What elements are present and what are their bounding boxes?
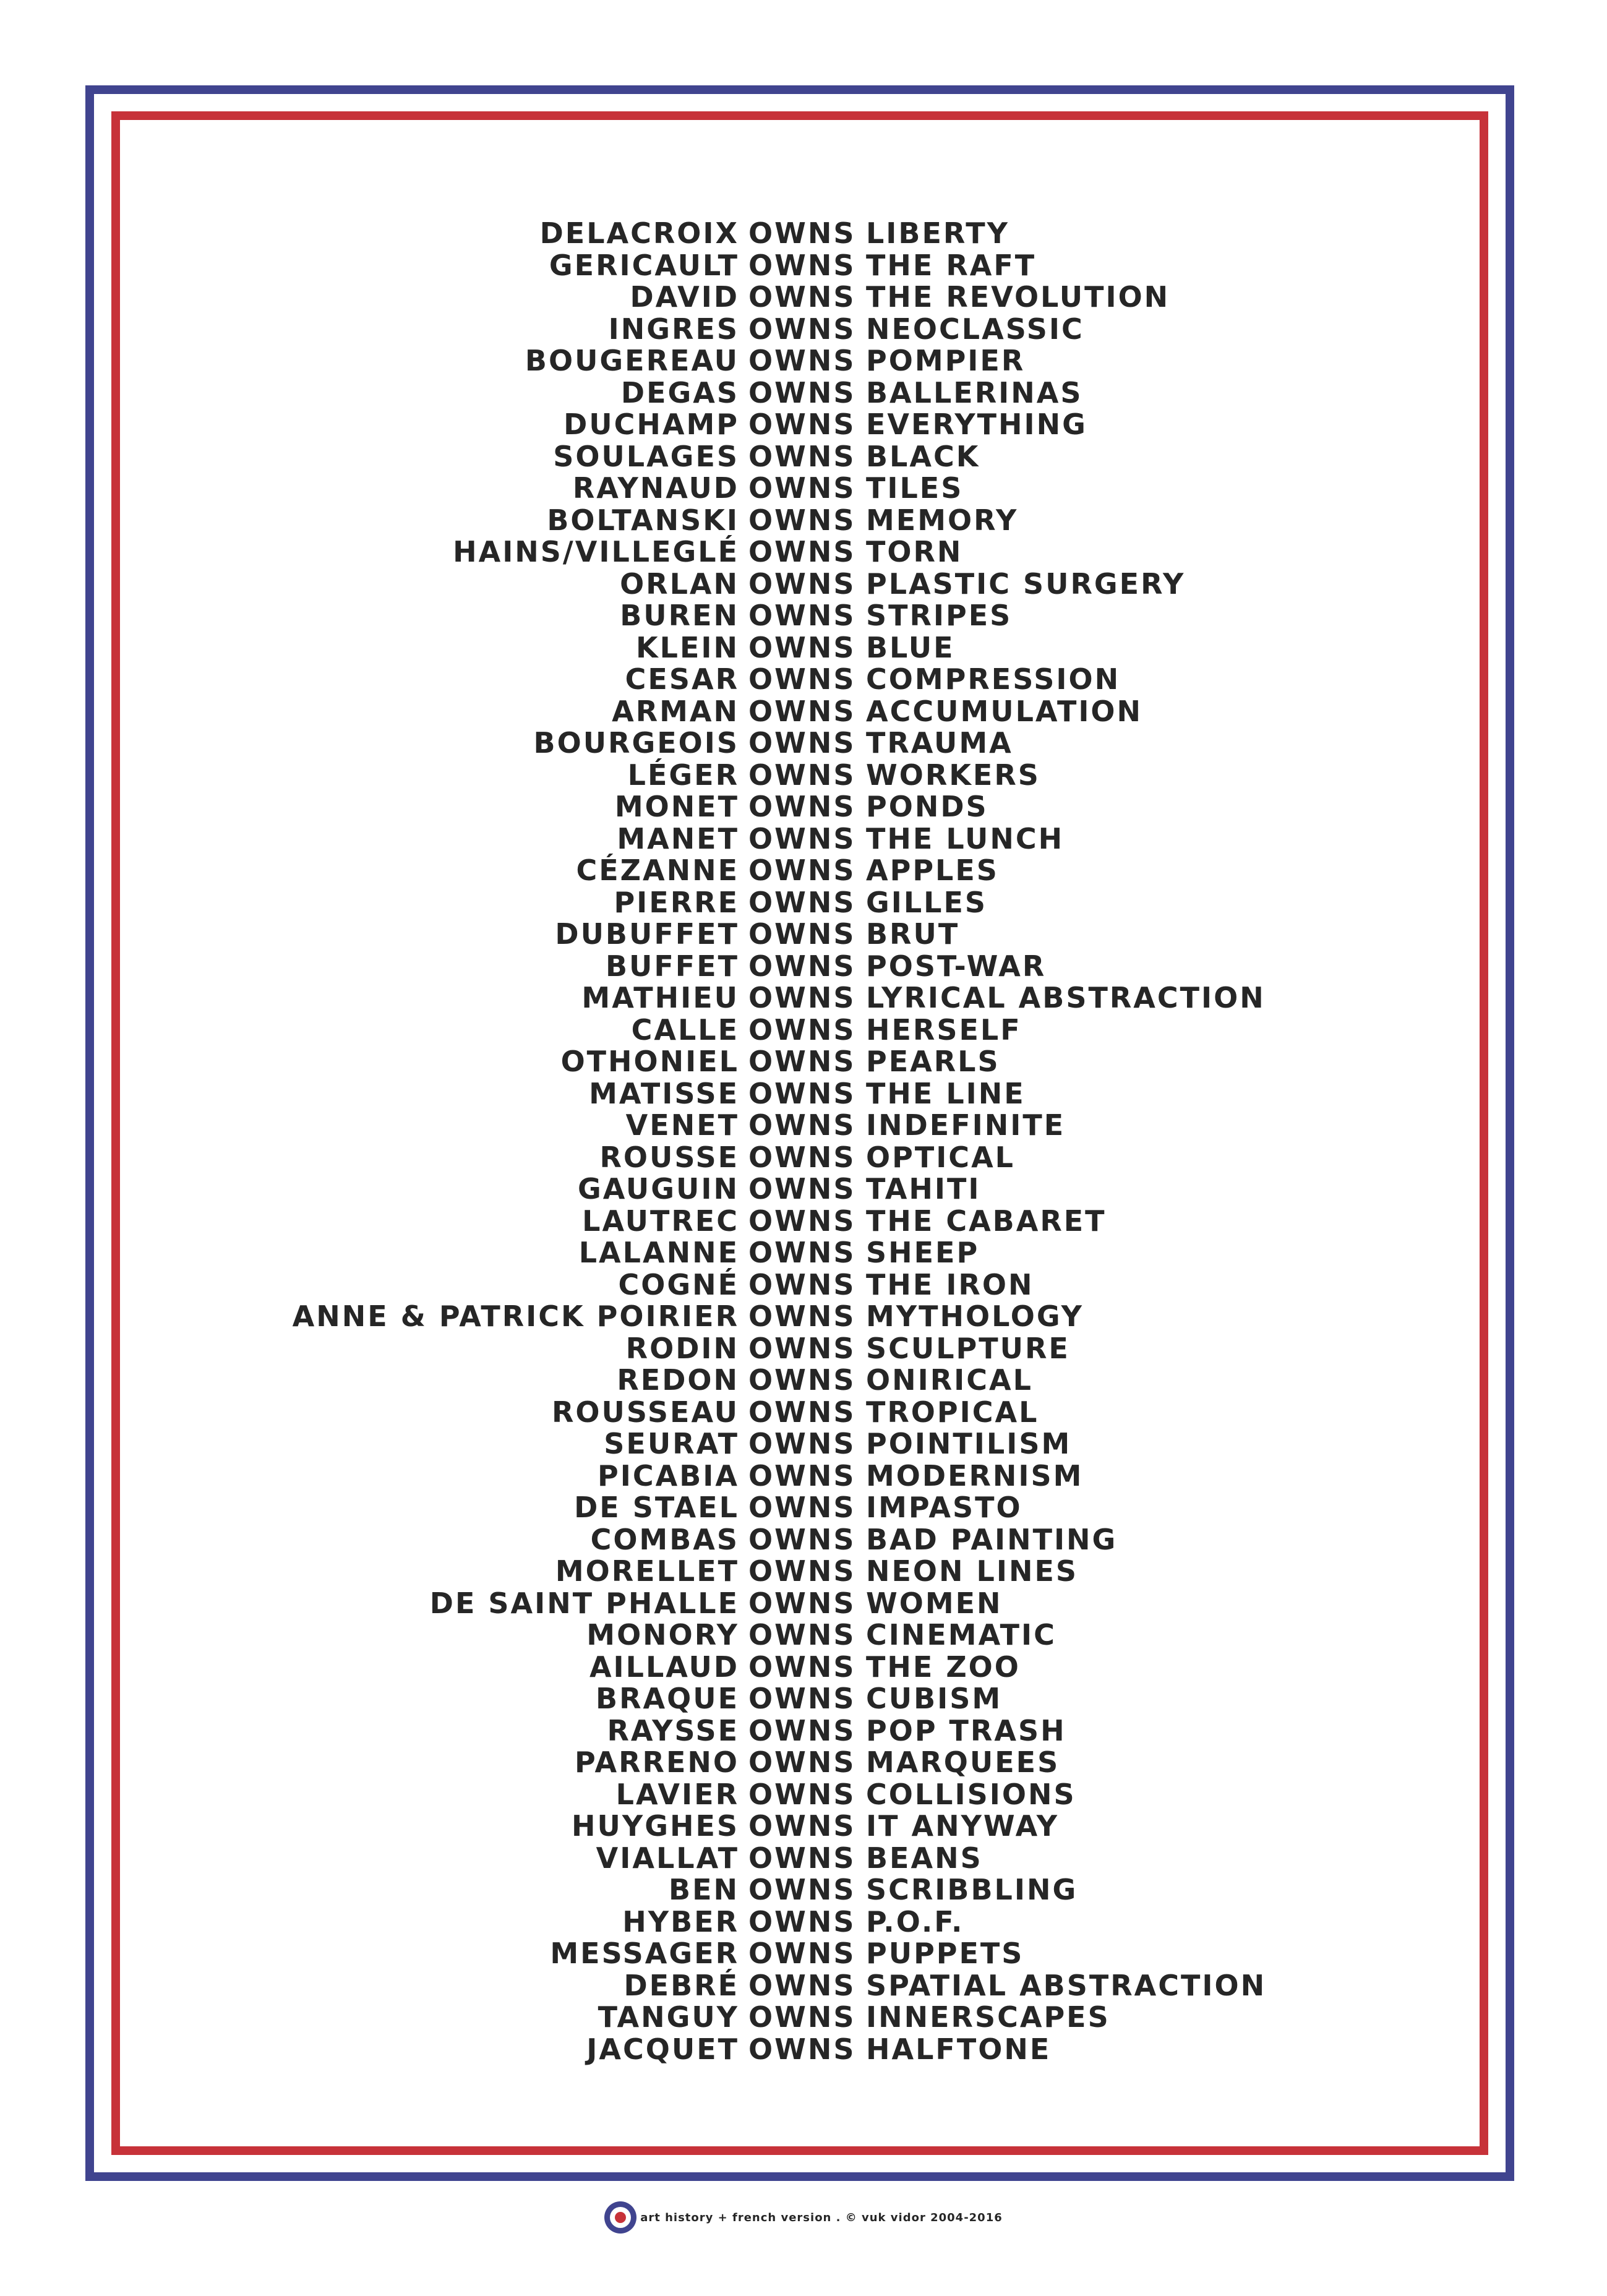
owned-subject: SCULPTURE [866, 1331, 1070, 1365]
owned-subject: POP TRASH [866, 1713, 1066, 1747]
list-item [0, 1938, 1607, 1970]
list-item [0, 791, 1607, 823]
list-item [0, 1206, 1607, 1238]
artist-name: ANNE & PATRICK POIRIER [292, 1300, 739, 1333]
owned-subject: PUPPETS [866, 1937, 1024, 1970]
artist-name: ARMAN [612, 694, 739, 728]
artist-name: AILLAUD [589, 1650, 739, 1684]
owned-subject: MEMORY [866, 503, 1019, 537]
owns-word: OWNS [748, 1267, 856, 1301]
list-item [0, 1492, 1607, 1524]
owned-subject: THE REVOLUTION [866, 280, 1170, 314]
artist-name: BRAQUE [596, 1682, 739, 1715]
list-item [0, 982, 1607, 1014]
list-item [0, 1078, 1607, 1110]
owns-word: OWNS [748, 854, 856, 887]
artist-name: COMBAS [590, 1522, 739, 1556]
list-item [0, 1460, 1607, 1493]
owned-subject: PLASTIC SURGERY [866, 567, 1186, 601]
list-item [0, 696, 1607, 728]
owns-word: OWNS [748, 1586, 856, 1620]
list-item [0, 823, 1607, 855]
owns-word: OWNS [748, 758, 856, 792]
artist-name: VENET [625, 1108, 739, 1142]
artist-name: RODIN [625, 1331, 739, 1365]
owns-word: OWNS [748, 439, 856, 473]
owns-word: OWNS [748, 662, 856, 696]
owns-word: OWNS [748, 790, 856, 823]
owned-subject: THE ZOO [866, 1650, 1021, 1684]
owns-word: OWNS [748, 1841, 856, 1875]
owned-subject: P.O.F. [866, 1904, 964, 1938]
roundel-icon [604, 2201, 636, 2234]
artist-name: SEURAT [604, 1427, 739, 1460]
list-item [0, 1810, 1607, 1843]
owned-subject: TROPICAL [866, 1395, 1039, 1429]
owned-subject: THE LINE [866, 1076, 1026, 1110]
artist-name: DE STAEL [574, 1491, 739, 1524]
owned-subject: COLLISIONS [866, 1777, 1076, 1811]
list-item [0, 1715, 1607, 1747]
artist-name: BEN [669, 1873, 739, 1906]
owned-subject: ONIRICAL [866, 1363, 1033, 1397]
list-item [0, 1556, 1607, 1588]
artist-name: COGNÉ [618, 1267, 739, 1301]
owns-word: OWNS [748, 1968, 856, 2002]
list-item [0, 664, 1607, 696]
owned-subject: GILLES [866, 885, 988, 919]
list-item [0, 600, 1607, 632]
owns-word: OWNS [748, 1459, 856, 1493]
artist-name: LALANNE [578, 1236, 739, 1269]
owns-word: OWNS [748, 1554, 856, 1588]
owns-word: OWNS [748, 2000, 856, 2034]
owned-subject: POST-WAR [866, 949, 1047, 983]
artist-name: BUFFET [605, 949, 739, 983]
owns-word: OWNS [748, 821, 856, 855]
artist-name: REDON [617, 1363, 739, 1397]
owned-subject: INDEFINITE [866, 1108, 1066, 1142]
list-item [0, 1874, 1607, 1906]
artist-name: INGRES [608, 312, 739, 346]
owned-subject: TILES [866, 471, 964, 505]
list-item [0, 1588, 1607, 1620]
artist-name: PIERRE [614, 885, 739, 919]
owns-word: OWNS [748, 630, 856, 664]
list-item [0, 919, 1607, 951]
owns-word: OWNS [748, 885, 856, 919]
artist-name: DE SAINT PHALLE [429, 1586, 739, 1620]
owns-word: OWNS [748, 1108, 856, 1142]
list-item [0, 760, 1607, 792]
artist-name: BOURGEOIS [533, 726, 739, 760]
artist-name: TANGUY [598, 2000, 739, 2034]
owns-word: OWNS [748, 248, 856, 282]
list-item [0, 1747, 1607, 1779]
artist-name: GAUGUIN [577, 1172, 739, 1206]
owned-subject: THE IRON [866, 1267, 1034, 1301]
owns-word: OWNS [748, 726, 856, 760]
owned-subject: TRAUMA [866, 726, 1013, 760]
owns-word: OWNS [748, 408, 856, 441]
artist-name: DELACROIX [539, 216, 739, 250]
owned-subject: MODERNISM [866, 1459, 1084, 1493]
owned-subject: LIBERTY [866, 216, 1009, 250]
artist-name: CESAR [625, 662, 739, 696]
list-item [0, 1651, 1607, 1684]
list-item [0, 1046, 1607, 1078]
owns-word: OWNS [748, 1618, 856, 1651]
artist-name: HAINS/VILLEGLÉ [453, 535, 739, 568]
owns-word: OWNS [748, 1522, 856, 1556]
owned-subject: THE RAFT [866, 248, 1037, 282]
artist-name: ORLAN [620, 567, 739, 601]
list-item [0, 250, 1607, 282]
list-item [0, 1524, 1607, 1556]
list-item [0, 218, 1607, 250]
owned-subject: BEANS [866, 1841, 983, 1875]
artist-name: MANET [617, 821, 739, 855]
list-item [0, 727, 1607, 760]
owned-subject: BAD PAINTING [866, 1522, 1118, 1556]
owned-subject: BLUE [866, 630, 955, 664]
list-item [0, 314, 1607, 346]
artist-name: BUREN [620, 599, 739, 632]
artist-name: RAYNAUD [572, 471, 739, 505]
list-item [0, 1333, 1607, 1365]
artist-name: VIALLAT [596, 1841, 739, 1875]
list-item [0, 1014, 1607, 1047]
owns-word: OWNS [748, 1045, 856, 1078]
owns-word: OWNS [748, 599, 856, 632]
list-item [0, 536, 1607, 568]
owned-subject: PEARLS [866, 1045, 1000, 1078]
list-item [0, 1364, 1607, 1397]
list-item [0, 1173, 1607, 1206]
owned-subject: ACCUMULATION [866, 694, 1143, 728]
artist-name: KLEIN [636, 630, 739, 664]
owned-subject: THE CABARET [866, 1204, 1107, 1238]
artist-owns-list [0, 218, 1607, 2065]
owned-subject: BALLERINAS [866, 375, 1083, 409]
list-item [0, 1237, 1607, 1269]
list-item [0, 1397, 1607, 1429]
list-item [0, 951, 1607, 983]
list-item [0, 281, 1607, 314]
owned-subject: EVERYTHING [866, 408, 1087, 441]
artist-name: CÉZANNE [576, 854, 739, 887]
owns-word: OWNS [748, 1650, 856, 1684]
footer-credit: art history + french version . © vuk vidor 2004-2016 [640, 2211, 1003, 2224]
artist-name: HYBER [622, 1904, 739, 1938]
owned-subject: WORKERS [866, 758, 1040, 792]
owned-subject: APPLES [866, 854, 999, 887]
list-item [0, 473, 1607, 505]
artist-name: HUYGHES [572, 1809, 739, 1843]
owns-word: OWNS [748, 216, 856, 250]
owns-word: OWNS [748, 1300, 856, 1333]
owned-subject: PONDS [866, 790, 988, 823]
owns-word: OWNS [748, 1491, 856, 1524]
list-item [0, 855, 1607, 887]
owned-subject: MYTHOLOGY [866, 1300, 1084, 1333]
list-item [0, 2002, 1607, 2034]
artist-name: RAYSSE [607, 1713, 739, 1747]
owns-word: OWNS [748, 1937, 856, 1970]
owns-word: OWNS [748, 1140, 856, 1174]
list-item [0, 1142, 1607, 1174]
list-item [0, 505, 1607, 537]
owned-subject: WOMEN [866, 1586, 1003, 1620]
owns-word: OWNS [748, 1172, 856, 1206]
owned-subject: MARQUEES [866, 1746, 1060, 1779]
owns-word: OWNS [748, 344, 856, 377]
list-item [0, 568, 1607, 601]
owned-subject: COMPRESSION [866, 662, 1121, 696]
list-item [0, 887, 1607, 919]
owned-subject: TAHITI [866, 1172, 981, 1206]
list-item [0, 1301, 1607, 1333]
list-item [0, 1269, 1607, 1301]
artist-name: MESSAGER [550, 1937, 739, 1970]
owned-subject: NEON LINES [866, 1554, 1079, 1588]
owns-word: OWNS [748, 917, 856, 951]
owned-subject: CINEMATIC [866, 1618, 1056, 1651]
owned-subject: HALFTONE [866, 2032, 1052, 2066]
list-item [0, 1843, 1607, 1875]
owned-subject: POINTILISM [866, 1427, 1072, 1460]
artist-name: BOLTANSKI [547, 503, 739, 537]
artist-name: MORELLET [555, 1554, 739, 1588]
owns-word: OWNS [748, 1395, 856, 1429]
owns-word: OWNS [748, 1746, 856, 1779]
owned-subject: IT ANYWAY [866, 1809, 1060, 1843]
owned-subject: OPTICAL [866, 1140, 1015, 1174]
owns-word: OWNS [748, 1809, 856, 1843]
owns-word: OWNS [748, 981, 856, 1014]
artist-name: DAVID [630, 280, 739, 314]
owns-word: OWNS [748, 1427, 856, 1460]
artist-name: LÉGER [627, 758, 739, 792]
owns-word: OWNS [748, 949, 856, 983]
owned-subject: THE LUNCH [866, 821, 1065, 855]
owns-word: OWNS [748, 1013, 856, 1047]
owns-word: OWNS [748, 694, 856, 728]
owned-subject: SHEEP [866, 1236, 980, 1269]
list-item [0, 1970, 1607, 2002]
owns-word: OWNS [748, 1873, 856, 1906]
list-item [0, 409, 1607, 441]
owns-word: OWNS [748, 1682, 856, 1715]
owned-subject: NEOCLASSIC [866, 312, 1084, 346]
owns-word: OWNS [748, 1363, 856, 1397]
artist-name: LAUTREC [582, 1204, 739, 1238]
list-item [0, 441, 1607, 473]
list-item [0, 632, 1607, 664]
artist-name: ROUSSEAU [551, 1395, 739, 1429]
list-item [0, 377, 1607, 409]
owns-word: OWNS [748, 567, 856, 601]
owned-subject: HERSELF [866, 1013, 1022, 1047]
list-item [0, 1906, 1607, 1938]
list-item [0, 1428, 1607, 1460]
owns-word: OWNS [748, 1904, 856, 1938]
owned-subject: BRUT [866, 917, 960, 951]
list-item [0, 1683, 1607, 1715]
artist-name: LAVIER [615, 1777, 739, 1811]
artist-name: ROUSSE [599, 1140, 739, 1174]
owns-word: OWNS [748, 1204, 856, 1238]
artist-name: MONORY [586, 1618, 739, 1651]
owns-word: OWNS [748, 312, 856, 346]
artist-name: PARRENO [575, 1746, 739, 1779]
artist-name: OTHONIEL [560, 1045, 739, 1078]
owned-subject: INNERSCAPES [866, 2000, 1110, 2034]
owns-word: OWNS [748, 1076, 856, 1110]
owns-word: OWNS [748, 1331, 856, 1365]
artist-name: JACQUET [586, 2032, 739, 2066]
owns-word: OWNS [748, 1713, 856, 1747]
artist-name: SOULAGES [553, 439, 739, 473]
owns-word: OWNS [748, 471, 856, 505]
owned-subject: STRIPES [866, 599, 1013, 632]
artist-name: MONET [614, 790, 739, 823]
owns-word: OWNS [748, 1777, 856, 1811]
list-item [0, 2034, 1607, 2066]
owned-subject: SPATIAL ABSTRACTION [866, 1968, 1267, 2002]
artist-name: DUCHAMP [564, 408, 739, 441]
owned-subject: BLACK [866, 439, 980, 473]
list-item [0, 1110, 1607, 1142]
artist-name: BOUGEREAU [525, 344, 739, 377]
owned-subject: SCRIBBLING [866, 1873, 1078, 1906]
owns-word: OWNS [748, 375, 856, 409]
artist-name: GERICAULT [549, 248, 739, 282]
owned-subject: IMPASTO [866, 1491, 1022, 1524]
owned-subject: LYRICAL ABSTRACTION [866, 981, 1266, 1014]
list-item [0, 1619, 1607, 1651]
list-item [0, 1779, 1607, 1811]
artist-name: DEGAS [620, 375, 739, 409]
artist-name: DEBRÉ [624, 1968, 739, 2002]
owns-word: OWNS [748, 2032, 856, 2066]
artist-name: DUBUFFET [555, 917, 739, 951]
owned-subject: CUBISM [866, 1682, 1003, 1715]
owns-word: OWNS [748, 280, 856, 314]
artist-name: CALLE [631, 1013, 739, 1047]
owns-word: OWNS [748, 535, 856, 568]
owned-subject: TORN [866, 535, 963, 568]
owns-word: OWNS [748, 1236, 856, 1269]
artist-name: MATHIEU [581, 981, 739, 1014]
owns-word: OWNS [748, 503, 856, 537]
owned-subject: POMPIER [866, 344, 1026, 377]
artist-name: MATISSE [589, 1076, 739, 1110]
list-item [0, 345, 1607, 377]
footer [0, 2199, 1607, 2236]
artist-name: PICABIA [598, 1459, 739, 1493]
